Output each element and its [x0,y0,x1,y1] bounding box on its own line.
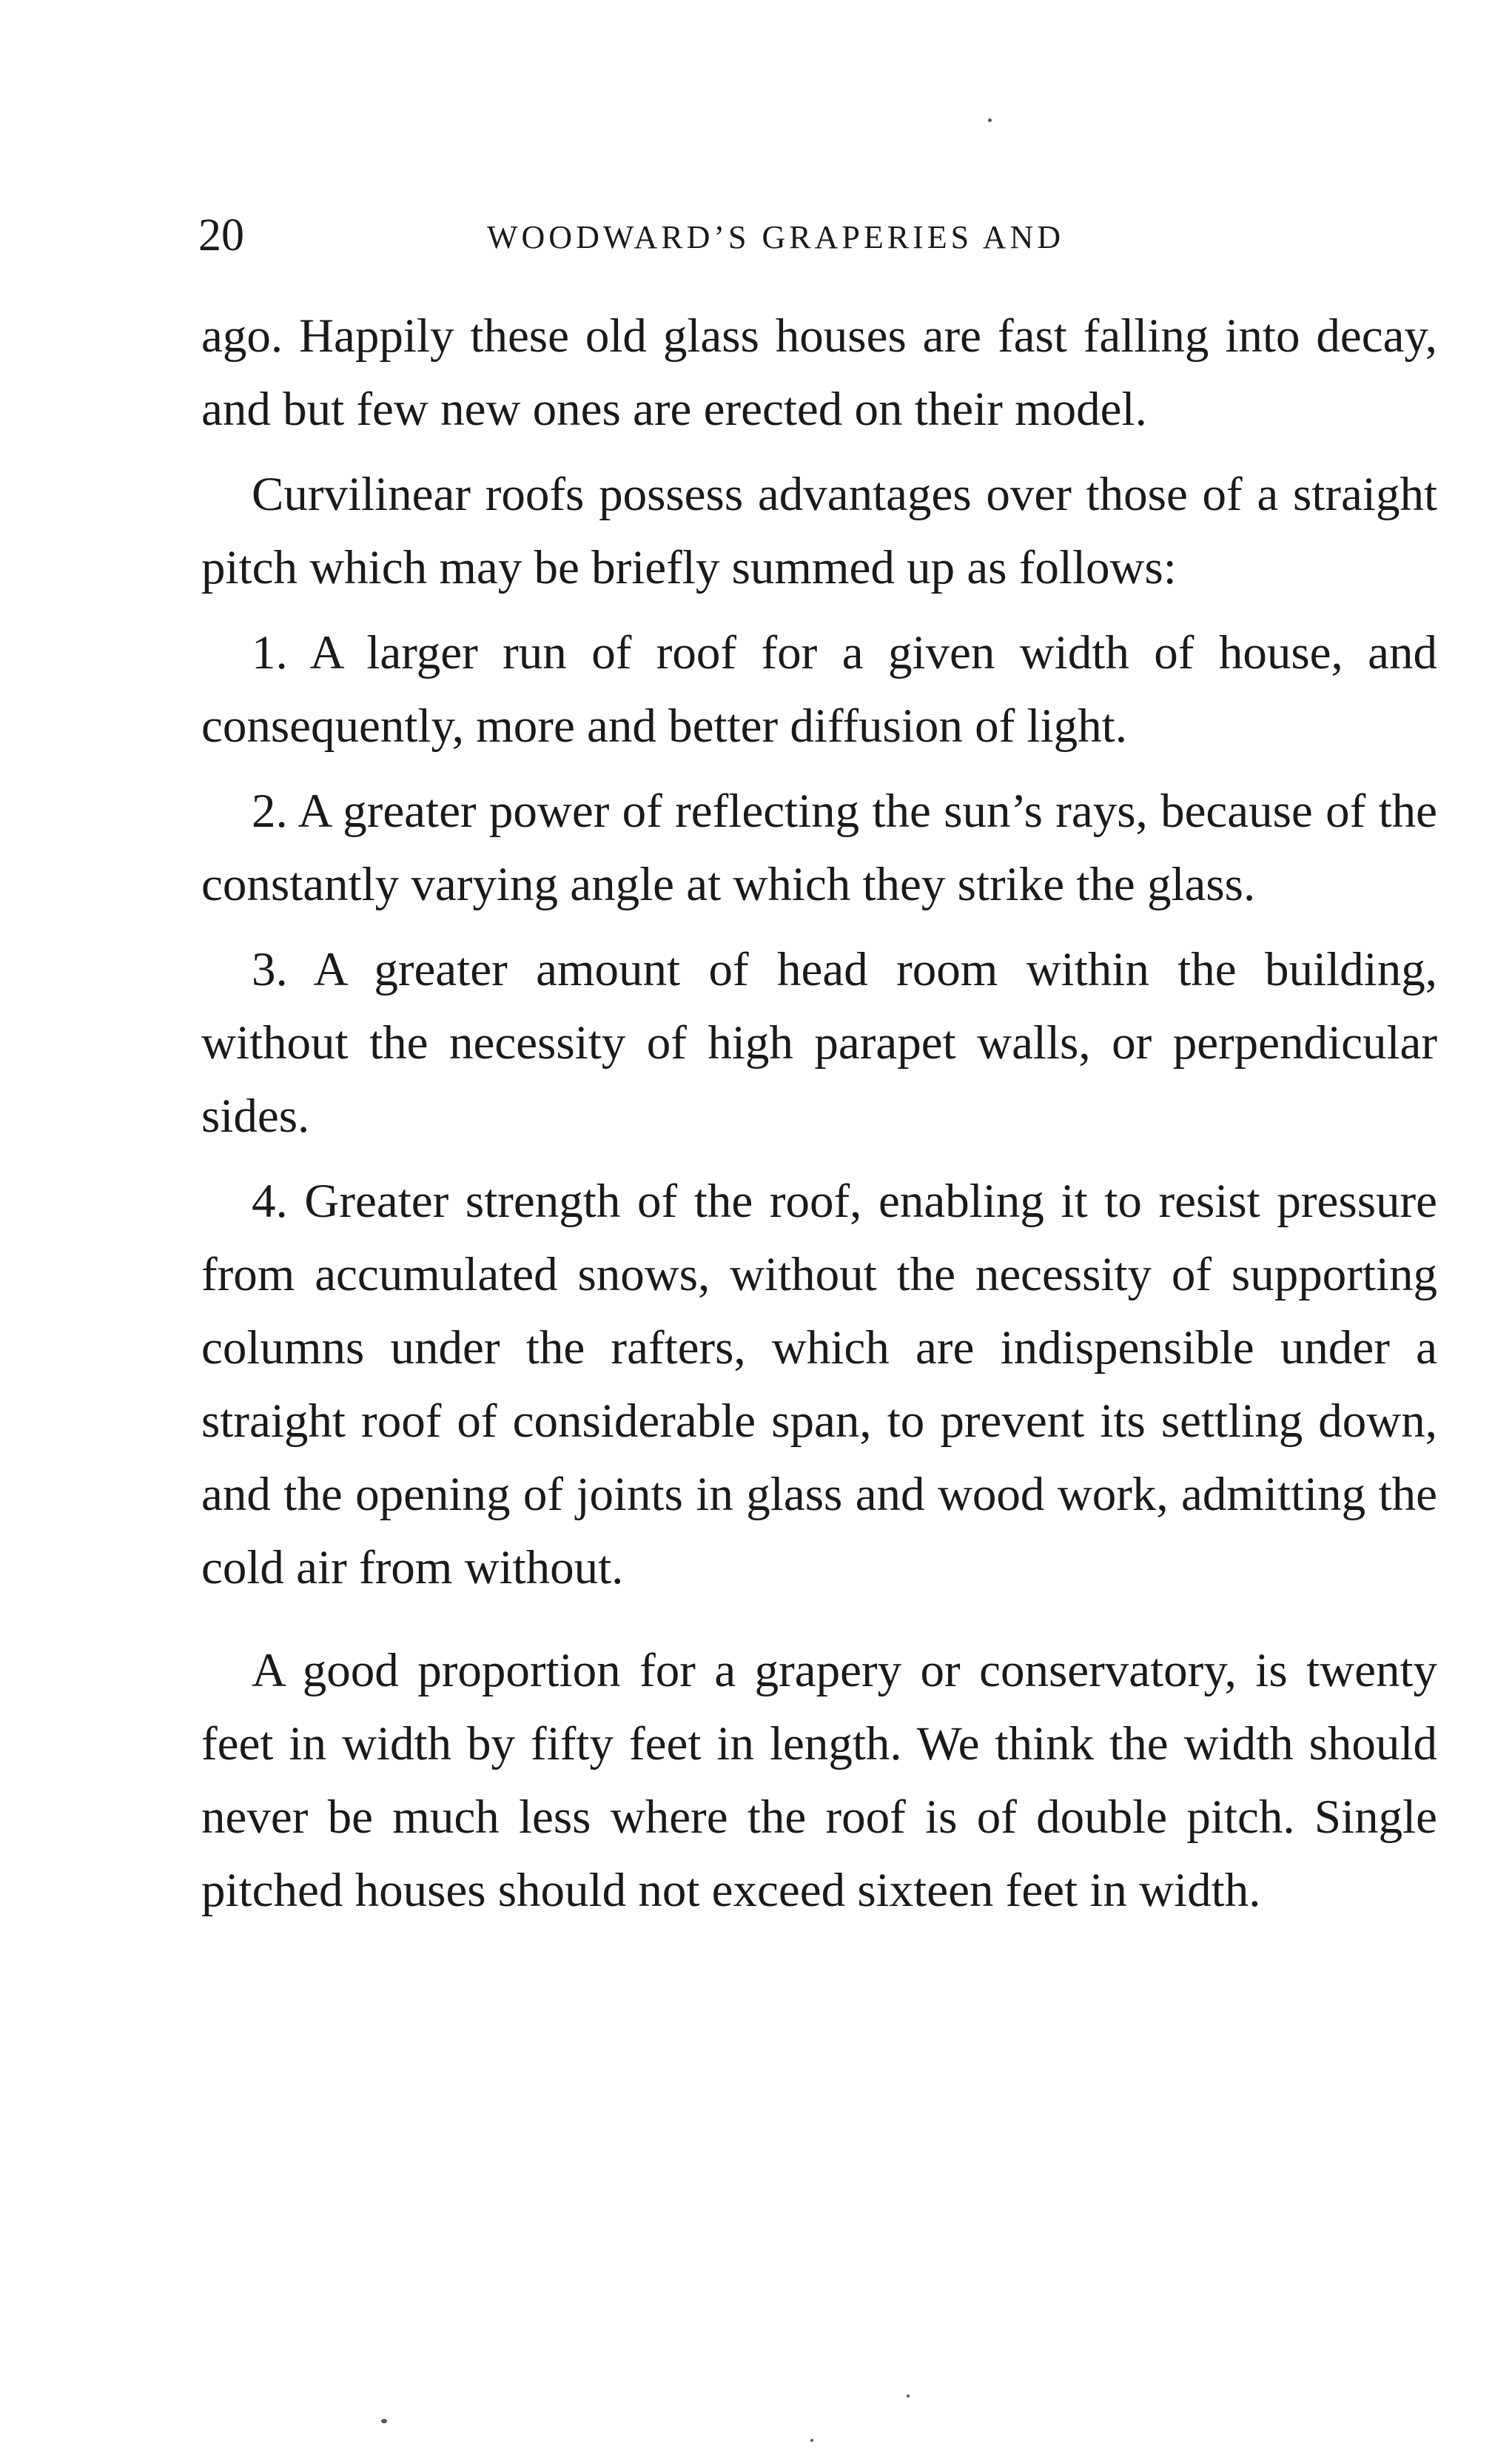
print-speck [381,2419,387,2423]
list-item-3: 3. A greater amount of head room within the building, without the necessity of high parapet walls, or perpendicular sides. [201,943,1437,1143]
page-body [201,300,1437,1927]
list-item-2: 2. A greater power of reflecting the sun’s rays, because of the constantly varying angle at which they strike the glass. [201,785,1437,911]
page-number: 20 [198,210,244,261]
paragraph-curvilinear-roofs: Curvilinear roofs possess advantages over those of a straight pitch which may be briefly summed up as follows: [201,468,1437,594]
running-title: WOODWARD’S GRAPERIES AND [487,219,1065,255]
page-header [198,206,1434,265]
list-item-1: 1. A larger run of roof for a given width of house, and consequently, more and better diffusion of light. [201,626,1437,753]
print-speck [810,2439,813,2442]
print-speck [907,2394,910,2397]
paragraph-continuation: ago. Happily these old glass houses are fast falling into decay, and but few new ones are erected on their model. [201,309,1437,436]
paragraph-proportion: A good proportion for a grapery or conservatory, is twenty feet in width by fifty feet in length. We think the width should never be much less where the roof is of double pitch. Single pitched houses should not exceed sixteen feet in width. [201,1644,1437,1917]
list-item-4: 4. Greater strength of the roof, enabling it to resist pressure from accumulated snows, without the necessity of supporting columns under the rafters, which are indispensible under a straight roof of considerable span, to prevent its settling down, and the opening of joints in glass and wood work, admitting the cold air from without. [201,1175,1437,1594]
print-speck [988,118,992,122]
